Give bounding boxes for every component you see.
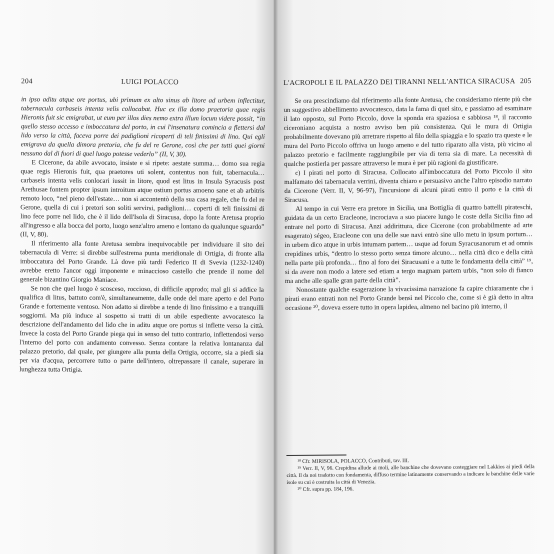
right-page [274,0,554,555]
left-page-body [19,95,265,376]
footnote-rule [286,455,346,456]
body-paragraph: in ipso aditu atque ore portus, ubi primum ex alto sinus ab litore ad urbem inflectitur, tabernacula carbaseis intenta velis collocabat. Huc ex illa domo praetoria quae regis Hieronis fuit sic emigrabat, ut eum per illos dies nemo extra illum locum videre possit, “in quello stesso accesso e imboccatura del porto, in cui l'insenatura comincia a flettersi dal lido verso la città, faceva porre dei padiglioni ricoperti di teli finissimi di lino. Qui egli emigrava da quella dimora pretoria, che fu del re Gerone, così che per tutti quei giorni nessuno dal di fuori di quel luogo potesse vederlo” (II, V, 30). [20,96,266,159]
body-paragraph: Se non che quel luogo è scosceso, roccioso, di difficile approdo; mal gli si addice la qualifica di litus, battuto com'è, simultaneamente, dalle onde del mare aperto e del Porto Grande e fortemente ventoso. Non adatto si direbbe a tende di lino finissimo e a tranquilli soggiorni. Ma più induce al sospetto si tratti di un abile espediente avvocatesco la descrizione dell'andamento del lido che in aditu atque ore portus si inflette verso la città. Invece la costa del Porto Grande piega qui in senso del tutto contrario, inflettendosi verso l'interno del porto con andamento convesso. Senza contare la relativa lontananza dal palazzo pretorio, dal quale, per giungere alla punta della Ortigia, occorre, sia a piedi sia per via d'acqua, percorrere tutto o parte dell'intero, oltrepassare il canale, superare in lunghezza tutta Ortigia. [19,285,264,375]
right-page-body [284,95,534,313]
page-number: 204 [21,77,33,86]
left-page-header [21,77,265,87]
body-paragraph: Il riferimento alla fonte Aretusa sembra inequivocabile per individuare il sito dei tabernacula di Verre: si direbbe sull'estrema punta meridionale di Ortigia, di fronte alla imboccatura del Porto Grande. Là dove più tardi Federico II di Svevia (1232-1240) avrebbe eretto l'ancor oggi imponente e minaccioso castello che prende il nome del generale bizantino Giorgio Maniace. [19,240,265,285]
footnotes [286,457,534,494]
body-paragraph: E Cicerone, da abile avvocato, insiste e si ripete: aestate summa… domo sua regia quae regis Hieronis fuit, qua praetores uti solent, contentus non fuit, tabernacula… carbaseis intenta velis conlocari iussit in litore, quod est litus in Insula Syracusis post Arethusae fontem propter ipsum introitum atque ostium portus amoeno sane et ab arbitris remoto loco, “nel pieno dell'estate… non si accontentò della sua casa regale, che fu del re Gerone, quella di cui i pretori son soliti servirsi, padiglioni… coperti di teli finissimi di lino fece porre nel lido, che è il lido dell'Isola di Siracusa, dopo la fonte Aretusa proprio all'ingresso e alla bocca del porto, luogo senz'altro ameno e lontano da qualunque sguardo” (II, V, 80). [20,159,265,239]
running-head: L'ACROPOLI E IL PALAZZO DEI TIRANNI NELL'ANTICA SIRACUSA [283,77,516,88]
page-number: 205 [520,77,532,86]
section-heading-paragraph: c) I pirati nel porto di Siracusa. Collocato all'imboccatura del Porto Piccolo il sito malfamato dei tabernacula verrini, diventa chiaro e persuasivo anche l'altro episodio narrato da Cicerone (Verr. II, V, 96-97), l'incursione di alcuni pirati entro il porto e la città di Siracusa. [284,168,533,205]
running-head: LUIGI POLACCO [121,77,179,87]
body-paragraph: Se ora prescindiamo dal riferimento alla fonte Aretusa, che consideriamo niente più che un suggestivo abbellimento avvocatesco, data la fama di quel sito, e passiamo ad esaminare il lato opposto, sul Porto Piccolo, dove la sponda era spaziosa e sabbiosa ¹⁸, il racconto ciceroniano acquista a nostro avviso ben più consistenza. Qui le mura di Ortigia probabilmente dovevano più arretrare rispetto al filo della spiaggia e lo spazio tra queste e le mura del Porto Piccolo offriva un luogo ameno e del tutto riparato alla vista, più vicino al palazzo pretorio e facilmente raggiungibile per via di terra sia di mare. La necessità di qualche postierla per passare attraverso le mura è per più ragioni da giustificare. [283,96,533,169]
right-page-header [283,77,532,88]
body-paragraph: Al tempo in cui Verre era pretore in Sicilia, una Bottiglia di quattro battelli pirateschi, guidata da un certo Eracleone, incrociava a suo piacere lungo le coste della Sicilia fino ad entrare nel porto di Siracusa. Anzi addirittura, dice Cicerone (con probabilmente ad arte esagerato) ségeo, Eracleone con una delle sue navi entrò sine ullo metu in ipsum portum… in urbem dico atque in urbis intumam partem… usque ad forum Syracusanorum et ad omnis crepidines urbis, “dentro lo stesso porto senza timore alcuno… nella città dico e della città nella parte più profonda… fino al foro dei Siracusani e a tutte le fondamenta della città” ¹⁹, si da avere non modo a latere sed etiam a tergo magnam partem urbis, “non solo di fianco ma anche alle spalle gran parte della città”. [284,204,533,286]
footnote: ¹⁹ Verr. II, V, 96. Crepidina allude ai moli, alle banchine che dovevano costeggiare nel Lakkios ai piedi della città. Il da noi tradotto con fondamenta, diffuso termine latinamente conservando a indicare le banchine delle varie isole su cui è costruita la città di Venezia. [286,464,535,487]
footnote: ¹⁸ Cfr. MIRISOLA, POLACCO, Contributi, tav. III. [297,458,410,465]
footnote: ²⁰ Cfr. supra pp. 184, 196. [297,486,354,494]
body-paragraph: Nonostante qualche esagerazione la vivacissima narrazione fa capire chiaramente che i pirati erano entrati non nel Porto Grande bensì nel Piccolo che, come si è già detto in altra occasione ²⁰, doveva essere tutto in opera lapidea, almeno nel bacino più interno, il [285,285,534,313]
